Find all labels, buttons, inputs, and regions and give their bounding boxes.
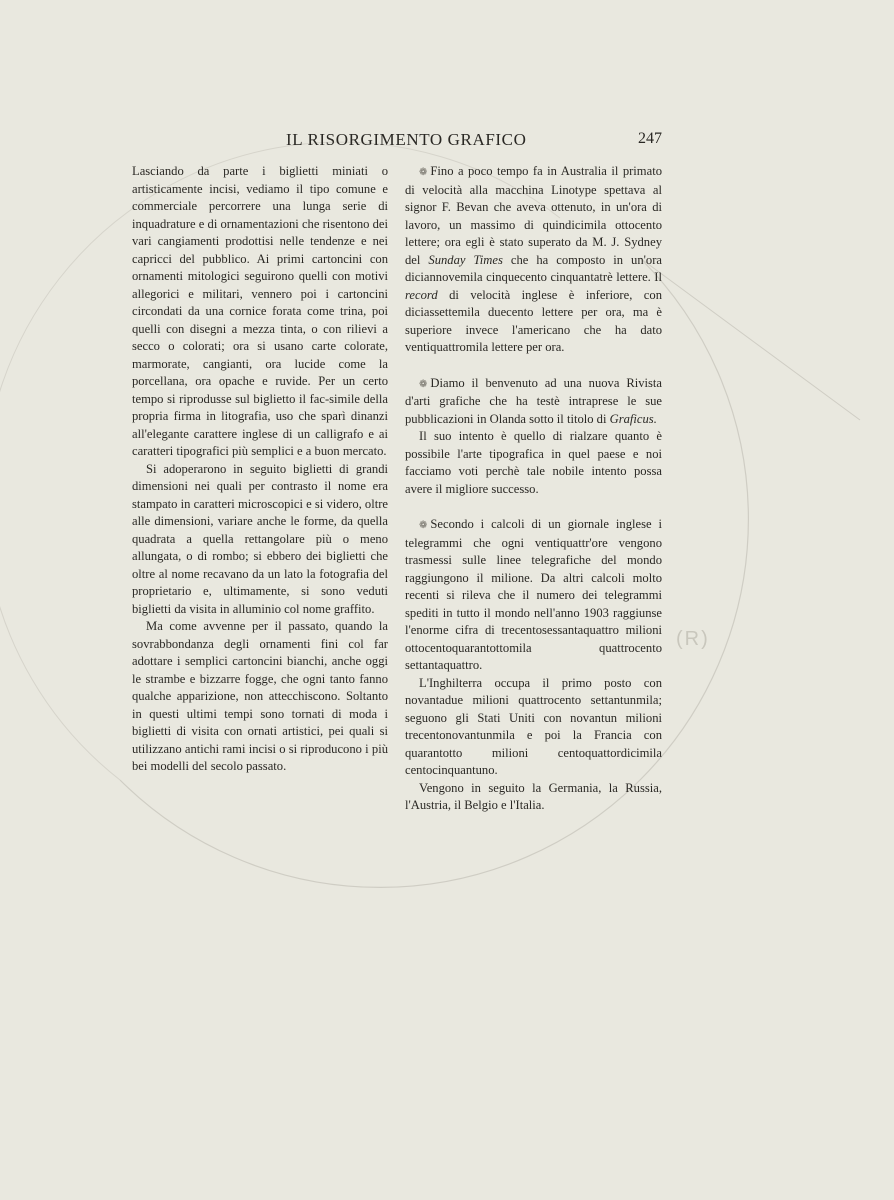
page-header xyxy=(132,130,662,154)
newspaper-name: Sunday Times xyxy=(428,252,503,267)
left-column xyxy=(132,163,388,776)
page-number: 247 xyxy=(638,130,662,147)
paragraph: Lasciando da parte i biglietti miniati o artisticamente incisi, vediamo il tipo comune e commerciale percorrere una lunga serie di inquadrature e di ornamentazioni che risentono dei vari cangiamenti prodottisi nelle tendenze e nei capricci del pubblico. Ai primi cartoncini con ornamenti mitologici seguirono quelli con motivi allegorici e militari, vennero poi i cartoncini circondati da una cornice forata come trina, poi quelli con disegni a mezza tinta, o con rilievi a secco o colorati; ora si usano carte colorate, marmorate, cangianti, ora lucide come la porcellana, ora opache e ruvide. Per un certo tempo si riprodusse sul biglietto il fac-simile della propria firma in litografia, uso che sparì dinanzi all'elegante carattere inglese di un calligrafo e ai caratteri tipografici più semplici e a buon mercato. xyxy=(132,164,388,458)
right-column xyxy=(405,163,662,815)
ornament-icon: ❁ xyxy=(419,378,428,390)
watermark-mark: (R) xyxy=(676,628,710,650)
paragraph: Ma come avvenne per il passato, quando la sovrabbondanza degli ornamenti fini col far adottare i semplici cartoncini bianchi, anche oggi le strambe e bizzarre fogge, che ogni tanto fanno qualche apparizione, non attecchiscono. Soltanto in questi ultimi tempi sono tornati di moda i biglietti di visita con ornati artistici, pei quali si utilizzano antichi rami incisi o si riproducono i più bei modelli del secolo passato. xyxy=(132,619,388,773)
journal-name: Graficus. xyxy=(609,411,657,426)
paragraph: L'Inghilterra occupa il primo posto con novantadue milioni quattrocento settantunmila; seguono gli Stati Uniti con novantun milioni trecentonovantunmila e poi la Francia con quarantotto milioni centoquattordicimila centocinquantuno. xyxy=(405,675,662,777)
ornament-icon: ❁ xyxy=(419,167,428,178)
news-item-telegrams: ❁ Secondo i calcoli di un giornale inglese i telegrammi che ogni ventiquattr'ore vengono trasmessi sulle linee telegrafiche del mondo raggiungono il milione. Da altri calcoli molto recenti si rileva che il numero dei telegrammi spediti in tutto il mondo nell'anno 1903 raggiunse l'enorme cifra di trecentosessantaquattro milioni ottocentoquarantottomila quattrocento settantaquattro. xyxy=(405,517,662,672)
ornament-icon: ❁ xyxy=(419,520,428,531)
paragraph: Vengono in seguito la Germania, la Russia, l'Austria, il Belgio e l'Italia. xyxy=(405,780,662,812)
news-item-linotype: ❁ Fino a poco tempo fa in Australia il primato di velocità alla macchina Linotype spettava al signor F. Bevan che aveva ottenuto, in un'ora di lavoro, un massimo di quindicimila ottocento lettere; ora egli è stato superato da M. J. Sydney del Sunday Times che ha composto in un'ora diciannovemila cinquecento cinquantatrè lettere. Il record di velocità inglese è inferiore, con diciassettemila duecento lettere per ora, ma è superiore invece l'americano che ha dato ventiquattromila lettere per ora. xyxy=(405,164,662,354)
paragraph: Si adoperarono in seguito biglietti di grandi dimensioni nei quali per contrasto il nome era stampato in caratteri microscopici e si videro, oltre alle dimensioni, variare anche le forme, da quella quadrata a quella rettangolare più o meno allungata, o di rombo; si ebbero dei biglietti che oltre al nome recavano da un lato la fotografia del proprietario e, ultimamente, si sono veduti biglietti da visita in alluminio col nome graffito. xyxy=(132,461,388,616)
running-title: IL RISORGIMENTO GRAFICO xyxy=(286,130,527,149)
paragraph: Il suo intento è quello di rialzare quanto è possibile l'arte tipografica in quel paese e noi facciamo voti perchè tale nobile intento possa avere il migliore successo. xyxy=(405,429,662,496)
news-item-graficus: ❁ Diamo il benvenuto ad una nuova Rivista d'arti grafiche che ha testè intraprese le sue pubblicazioni in Olanda sotto il titolo di Graficus. xyxy=(405,375,662,426)
italic-word: record xyxy=(405,287,438,302)
